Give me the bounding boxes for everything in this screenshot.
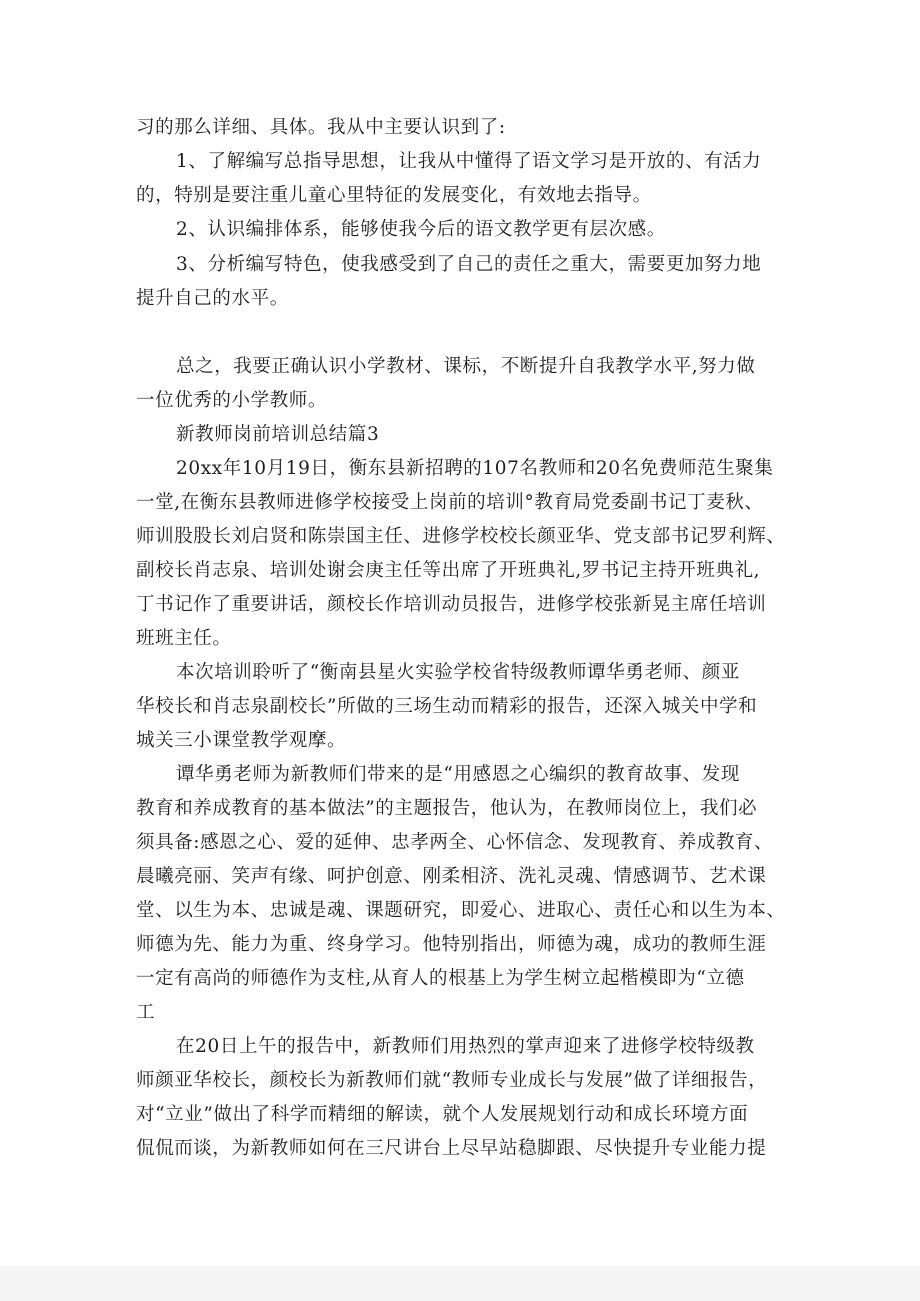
text-line: 师颜亚华校长，颜校长为新教师们就“教师专业成长与发展”做了详细报告， — [136, 1070, 768, 1091]
text-line: 晨曦亮丽、笑声有缘、呵护创意、刚柔相济、洗礼灵魂、情感调节、艺术课 — [136, 866, 767, 887]
text-line: 副校长肖志泉、培训处谢会庚主任等出席了开班典礼,罗书记主持开班典礼, — [136, 560, 761, 581]
text-line: 教育和养成教育的基本做法”的主题报告，他认为，在教师岗位上，我们必 — [136, 798, 758, 819]
text-line: 城关三小课堂教学观摩。 — [136, 730, 347, 751]
text-line: 丁书记作了重要讲话，颜校长作培训动员报告，进修学校张新晃主席任培训 — [136, 594, 767, 615]
text-line: 20xx年10月19日，衡东县新招聘的107名教师和20名免费师范生聚集 — [176, 458, 774, 479]
text-line: 在20日上午的报告中，新教师们用热烈的掌声迎来了进修学校特级教 — [176, 1036, 755, 1057]
text-line: 3、分析编写特色，使我感受到了自己的责任之重大，需要更加努力地 — [176, 254, 762, 275]
text-line: 华校长和肖志泉副校长”所做的三场生动而精彩的报告，还深入城关中学和 — [136, 696, 758, 717]
text-line: 工 — [136, 1002, 156, 1023]
text-line: 堂、以生为本、忠诚是魂、课题研究，即爱心、进取心、责任心和以生为本、 — [136, 900, 786, 921]
section-heading: 新教师岗前培训总结篇3 — [176, 424, 380, 445]
text-line: 侃侃而谈，为新教师如何在三尺讲台上尽早站稳脚跟、尽快提升专业能力提 — [136, 1138, 767, 1159]
text-line: 本次培训聆听了“衡南县星火实验学校省特级教师谭华勇老师、颜亚 — [176, 662, 740, 683]
text-line: 总之，我要正确认识小学教材、课标，不断提升自我教学水平,努力做 — [176, 356, 756, 377]
text-line: 的，特别是要注重儿童心里特征的发展变化，有效地去指导。 — [136, 185, 652, 206]
text-line: 一堂,在衡东县教师进修学校接受上岗前的培训°教育局党委副书记丁麦秋、 — [136, 492, 764, 513]
text-line: 一位优秀的小学教师。 — [136, 390, 328, 411]
page-footer-band — [0, 1266, 920, 1301]
text-line: 1、了解编写总指导思想，让我从中懂得了语文学习是开放的、有活力 — [176, 151, 762, 172]
text-line: 师德为先、能力为重、终身学习。他特别指出，师德为魂，成功的教师生涯 — [136, 934, 767, 955]
text-line: 师训股股长刘启贤和陈崇国主任、进修学校校长颜亚华、党支部书记罗利辉、 — [136, 526, 786, 547]
text-line: 一定有高尚的师德作为支柱,从育人的根基上为学生树立起楷模即为“立德 — [136, 968, 745, 989]
text-line: 习的那么详细、具体。我从中主要认识到了: — [136, 117, 506, 138]
text-line: 2、认识编排体系，能够使我今后的语文教学更有层次感。 — [176, 219, 666, 240]
text-line: 班班主任。 — [136, 628, 232, 649]
text-line: 须具备:感恩之心、爱的延伸、忠孝两全、心怀信念、发现教育、养成教育、 — [136, 832, 774, 853]
text-line: 提升自己的水平。 — [136, 288, 289, 309]
text-line: 对“立业”做出了科学而精细的解读，就个人发展规划行动和成长环境方面 — [136, 1104, 749, 1125]
text-line: 谭华勇老师为新教师们带来的是“用感恩之心编织的教育故事、发现 — [176, 764, 740, 785]
